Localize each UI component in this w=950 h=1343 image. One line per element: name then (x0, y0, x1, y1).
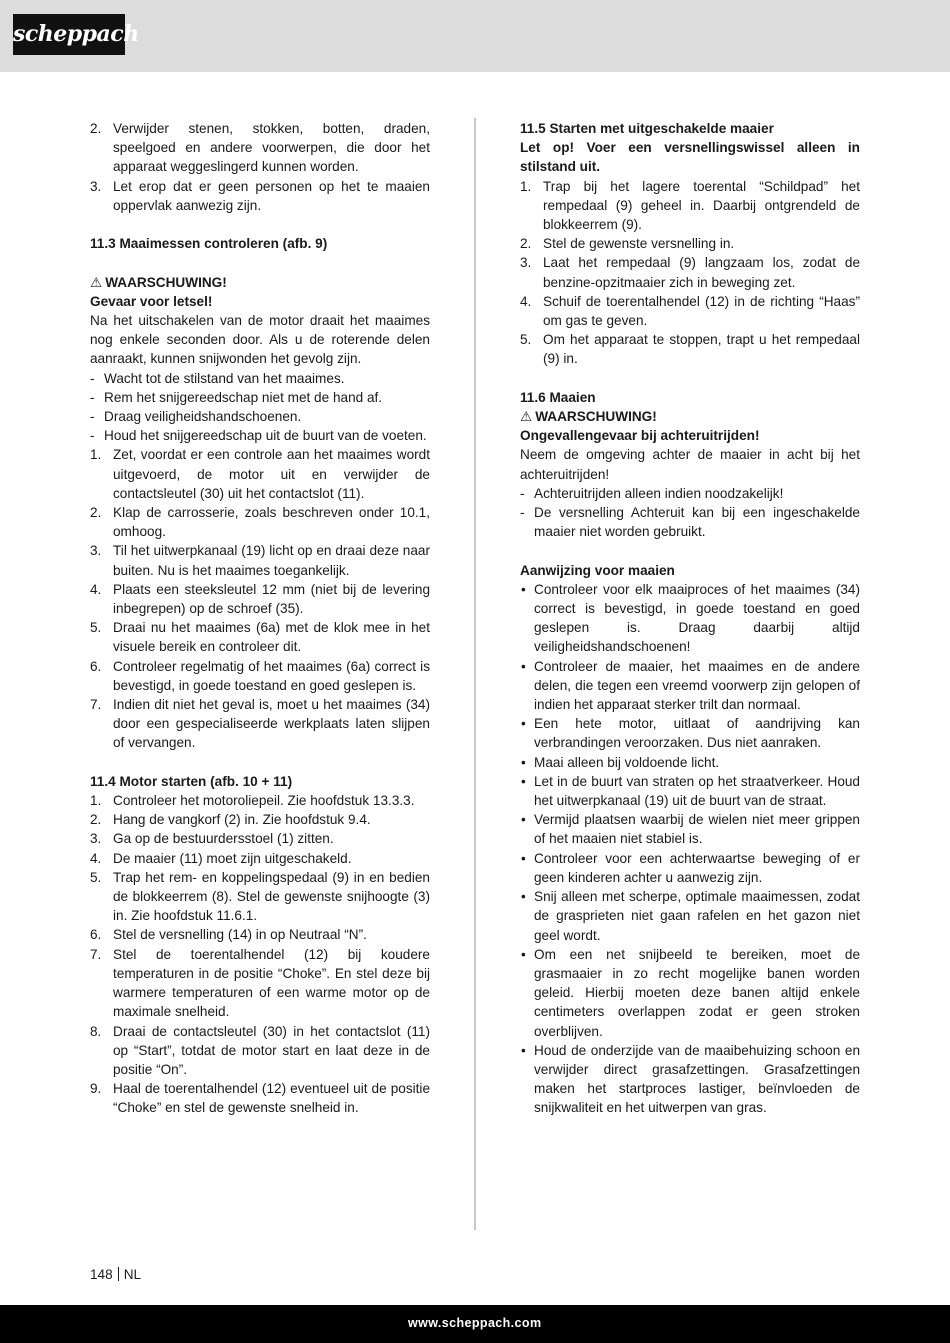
list-item: 9. Haal de toerentalhendel (12) eventueel uit de positie “Choke” en stel de gewenste snelheid in. (90, 1081, 430, 1116)
danger-text: Ongevallengevaar bij achteruitrijden! (520, 428, 760, 444)
column-divider (474, 118, 476, 1230)
section-heading-11-5: 11.5 Starten met uitgeschakelde maaier (520, 121, 774, 136)
page-number-value: 148 (90, 1267, 113, 1282)
list-item: • Controleer voor elk maaiproces of het maaimes (34) correct is bevestigd, in goede toestand en goed geslepen is. Draag daarbij altijd veiligheidshandschoenen! (521, 581, 860, 655)
left-column (90, 119, 430, 1118)
list-item: 2. Hang de vangkorf (2) in. Zie hoofdstuk 9.4. (90, 812, 371, 828)
list-11-5 (520, 177, 860, 369)
list-item: 1. Zet, voordat er een controle aan het maaimes wordt uitgevoerd, de motor uit en verwijder de contactsleutel (30) uit het contactslot (11). (90, 447, 430, 501)
list-a (90, 119, 430, 215)
section-heading-11-4: 11.4 Motor starten (afb. 10 + 11) (90, 773, 293, 789)
note-text: Let op! Voer een versnellingswissel alleen in stilstand uit. (520, 140, 860, 175)
list-item: 7. Stel de toerentalhendel (12) bij koudere temperaturen in de positie “Choke”. En stel deze bij warmere temperaturen of een warme motor op de maximale snelheid. (90, 946, 430, 1020)
list-item: 3. Let erop dat er geen personen op het te maaien oppervlak aanwezig zijn. (90, 178, 430, 213)
list-item: - Houd het snijgereedschap uit de buurt van de voeten. (90, 428, 427, 444)
list-item: 5. Om het apparaat te stoppen, trapt u het rempedaal (9) in. (520, 332, 860, 367)
page-header (0, 0, 950, 72)
list-item: 5. Trap het rem- en koppelingspedaal (9) in en bedien de blokkeerrem (8). Stel de gewenste snijhoogte (3) in. Zie hoofdstuk 11.6.1. (90, 869, 430, 924)
tips-heading: Aanwijzing voor maaien (520, 562, 675, 578)
page-number (90, 1265, 141, 1284)
list-item: • Houd de onderzijde van de maaibehuizing schoon en verwijder direct grasafzettingen. Grasafzettingen maken het startproces lastiger, beïnvloeden de snijkwaliteit en het uitwerpen van gras. (521, 1042, 860, 1116)
separator (118, 1267, 119, 1281)
warning-heading: ⚠ WAARSCHUWING! (520, 407, 860, 426)
warning-triangle-icon: ⚠ (520, 409, 533, 425)
language-code: NL (123, 1267, 142, 1282)
list-item: - Wacht tot de stilstand van het maaimes. (90, 370, 345, 386)
list-item: 7. Indien dit niet het geval is, moet u het maaimes (34) door een gespecialiseerde werkplaats laten slijpen of vervangen. (90, 697, 430, 751)
section-heading-11-3: 11.3 Maaimessen controleren (afb. 9) (90, 236, 328, 252)
page-footer (0, 1305, 950, 1343)
dash-list (520, 484, 860, 542)
website-link[interactable]: www.scheppach.com (408, 1316, 542, 1330)
list-item: • Controleer de maaier, het maaimes en de andere delen, die tegen een vreemd voorwerp zijn gelopen of indien het apparaat sterker trilt dan normaal. (521, 658, 860, 713)
list-item: 1. Controleer het motoroliepeil. Zie hoofdstuk 13.3.3. (90, 793, 415, 809)
list-item: 2. Stel de gewenste versnelling in. (520, 236, 735, 252)
list-item: 4. Plaats een steeksleutel 12 mm (niet bij de levering inbegrepen) op de schroef (35). (90, 581, 430, 617)
list-item: 3. Til het uitwerpkanaal (19) licht op en draai deze naar buiten. Nu is het maaimes toegankelijk. (90, 543, 430, 578)
list-item: 4. De maaier (11) moet zijn uitgeschakeld. (90, 850, 352, 866)
list-item: - Rem het snijgereedschap niet met de hand af. (90, 389, 383, 405)
section-heading-11-6: 11.6 Maaien (520, 389, 596, 405)
list-item: 4. Schuif de toerentalhendel (12) in de richting “Haas” om gas te geven. (520, 293, 860, 329)
list-item: • Let in de buurt van straten op het straatverkeer. Houd het uitwerpkanaal (19) uit de buurt van de straat. (521, 773, 860, 809)
warning-triangle-icon: ⚠ (90, 274, 103, 290)
list-item: • Snij alleen met scherpe, optimale maaimessen, zodat de grasprieten niet gaan rafelen en het gazon niet geel wordt. (521, 889, 860, 943)
list-item: 5. Draai nu het maaimes (6a) met de klok mee in het visuele bereik en controleer dit. (90, 620, 430, 655)
list-item: • Maai alleen bij voldoende licht. (521, 754, 720, 770)
list-item: • Om een net snijbeeld te bereiken, moet de grasmaaier in zo recht mogelijke banen worden geleid. Hierbij moeten deze banen altijd enkele centimeters overlappen zodat er geen stroken overblijven. (521, 946, 860, 1039)
list-item: 8. Draai de contactsleutel (30) in het contactslot (11) op “Start”, totdat de motor start en laat deze in de positie “On”. (90, 1023, 430, 1077)
list-item: - Draag veiligheidshandschoenen. (90, 409, 302, 425)
list-11-3 (90, 445, 430, 752)
danger-text: Gevaar voor letsel! (90, 293, 213, 309)
list-item: - De versnelling Achteruit kan bij een ingeschakelde maaier niet worden gebruikt. (520, 505, 860, 540)
dash-list (90, 369, 430, 446)
list-item: 3. Ga op de bestuurdersstoel (1) zitten. (90, 831, 334, 847)
list-item: 2. Verwijder stenen, stokken, botten, draden, speelgoed en andere voorwerpen, die door het apparaat weggeslingerd kunnen worden. (90, 121, 430, 175)
list-item: 3. Laat het rempedaal (9) langzaam los, zodat de benzine-opzitmaaier zich in beweging zet. (520, 255, 860, 290)
right-column (520, 119, 860, 1118)
list-11-4 (90, 791, 430, 1117)
scheppach-logo: scheppach (13, 14, 125, 55)
list-item: 6. Controleer regelmatig of het maaimes (6a) correct is bevestigd, in goede toestand en goed geslepen is. (90, 658, 430, 693)
list-item: 2. Klap de carrosserie, zoals beschreven onder 10.1, omhoog. (90, 505, 430, 540)
paragraph: Neem de omgeving achter de maaier in acht bij het achteruitrijden! (520, 447, 860, 482)
list-item: • Een hete motor, uitlaat of aandrijving kan verbrandingen veroorzaken. Dus niet aanraken. (521, 716, 860, 751)
paragraph: Na het uitschakelen van de motor draait het maaimes nog enkele seconden door. Als u de roterende delen aanraakt, kunnen snijwonden het gevolg zijn. (90, 313, 430, 367)
list-item: 1. Trap bij het lagere toerental “Schildpad” het rempedaal (9) geheel in. Daarbij ontgrendeld de blokkeerrem (9). (520, 178, 860, 233)
list-item: • Controleer voor een achterwaartse beweging of er geen kinderen achter u aanwezig zijn. (521, 850, 860, 885)
list-item: • Vermijd plaatsen waarbij de wielen niet meer grippen of het maaien niet stabiel is. (521, 812, 860, 847)
list-item: - Achteruitrijden alleen indien noodzakelijk! (520, 485, 784, 501)
warning-heading: ⚠ WAARSCHUWING! (90, 273, 430, 292)
bullet-list (520, 580, 860, 1118)
list-item: 6. Stel de versnelling (14) in op Neutraal “N”. (90, 927, 367, 943)
